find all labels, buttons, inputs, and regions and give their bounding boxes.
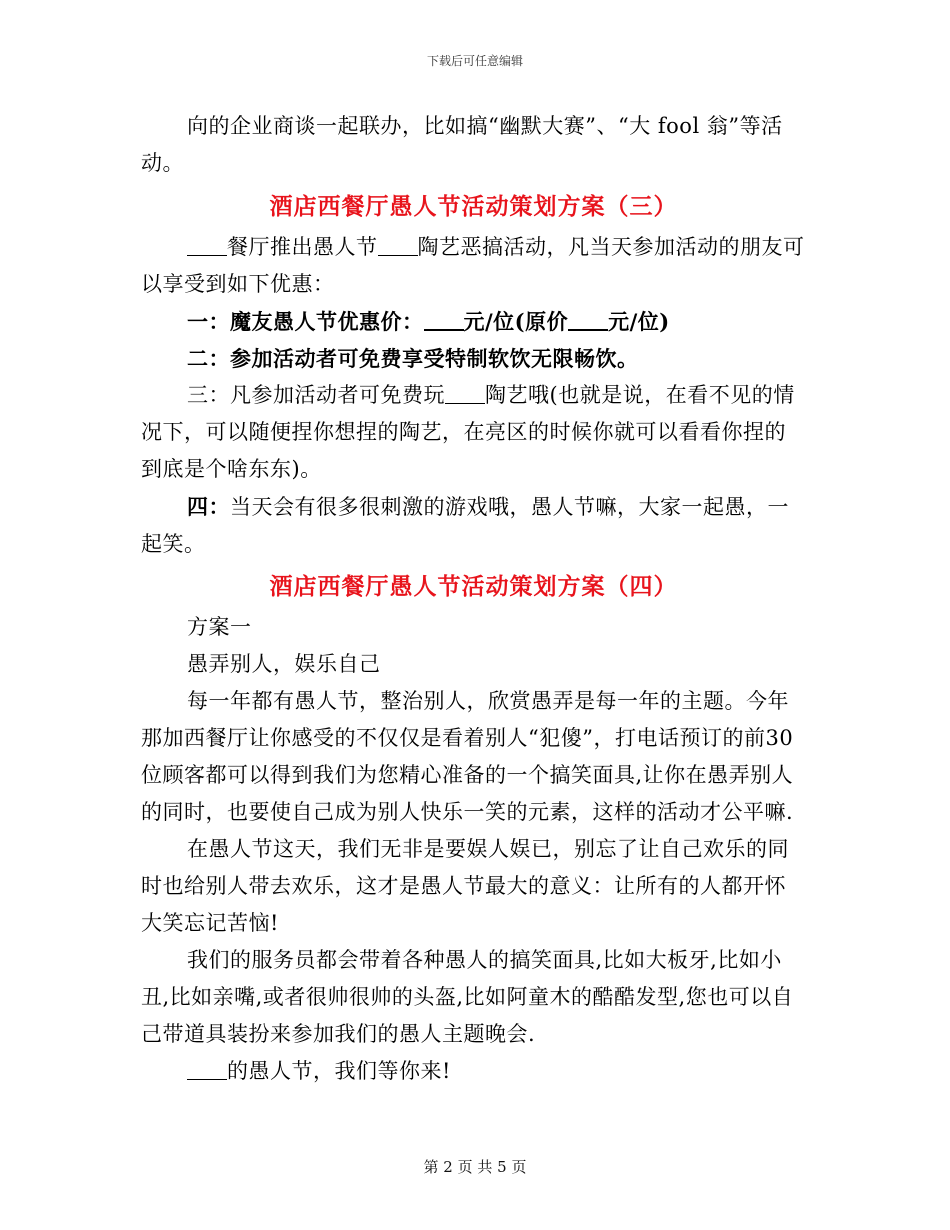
section-title-three: 酒店西餐厅愚人节活动策划方案（三） (269, 193, 678, 220)
fill-blank (568, 309, 608, 331)
offer-1-text-c: 元/位) (608, 309, 670, 334)
paragraph-waiters: 我们的服务员都会带着各种愚人的搞笑面具,比如大板牙,比如小丑,比如亲嘴,或者很帅很帅的头盔,比如阿童木的酷酷发型,您也可以自己带道具装扮来参加我们的愚人主题晚会. (141, 948, 794, 1046)
plan-label: 方案一 (187, 615, 252, 639)
offer-4-label: 四： (187, 494, 230, 519)
page-header: 下载后可任意编辑 (426, 54, 523, 68)
offer-1-text-b: 元/位(原价 (463, 309, 569, 334)
offer-item-3 (141, 377, 806, 488)
offer-3-text-b: 陶艺哦(也就是说，在看不见的情况下，可以随便捏你想捏的陶艺，在亮区的时候你就可以看看你捏的到底是个啥东东)。 (141, 383, 795, 481)
section-title-four: 酒店西餐厅愚人节活动策划方案（四） (269, 573, 678, 600)
paragraph-intro (141, 229, 806, 303)
fill-blank (378, 235, 418, 256)
paragraph-every-year: 每一年都有愚人节，整治别人，欣赏愚弄是每一年的主题。今年那加西餐厅让你感受的不仅仅是看着别人“犯傻”，打电话预订的前30位顾客都可以得到我们为您精心准备的一个搞笑面具,让你在愚弄别人的同时，也要使自己成为别人快乐一笑的元素，这样的活动才公平嘛. (141, 689, 794, 824)
closing-text: 的愚人节，我们等你来! (227, 1059, 451, 1083)
intro-text-b: 陶艺恶搞活动，凡当天参加活动的朋友可以享受到如下优惠： (141, 235, 805, 296)
offer-3-text-a: 三：凡参加活动者可免费玩 (187, 383, 445, 407)
fill-blank (187, 235, 227, 256)
offer-item-2: 二：参加活动者可免费享受特制软饮无限畅饮。 (187, 346, 639, 371)
offer-item-4 (141, 488, 806, 563)
offer-4-text: 当天会有很多很刺激的游戏哦，愚人节嘛，大家一起愚，一起笑。 (141, 495, 789, 556)
paragraph-continuation: 向的企业商谈一起联办，比如搞“幽默大赛”、“大 fool 翁”等活动。 (141, 114, 783, 175)
intro-text-a: 餐厅推出愚人节 (227, 235, 378, 259)
fill-blank (445, 383, 485, 404)
document-body (141, 108, 806, 1090)
fill-blank (424, 309, 464, 331)
paragraph-closing (141, 1053, 806, 1090)
plan-subtitle: 愚弄别人，娱乐自己 (187, 652, 381, 676)
fill-blank (187, 1059, 227, 1080)
offer-item-1 (141, 303, 806, 340)
paragraph-fools-day: 在愚人节这天，我们无非是要娱人娱已，别忘了让自己欢乐的同时也给别人带去欢乐，这才是愚人节最大的意义：让所有的人都开怀大笑忘记苦恼! (141, 837, 789, 935)
offer-1-text-a: 一：魔友愚人节优惠价： (187, 309, 424, 334)
page-footer: 第 2 页 共 5 页 (423, 1158, 527, 1176)
